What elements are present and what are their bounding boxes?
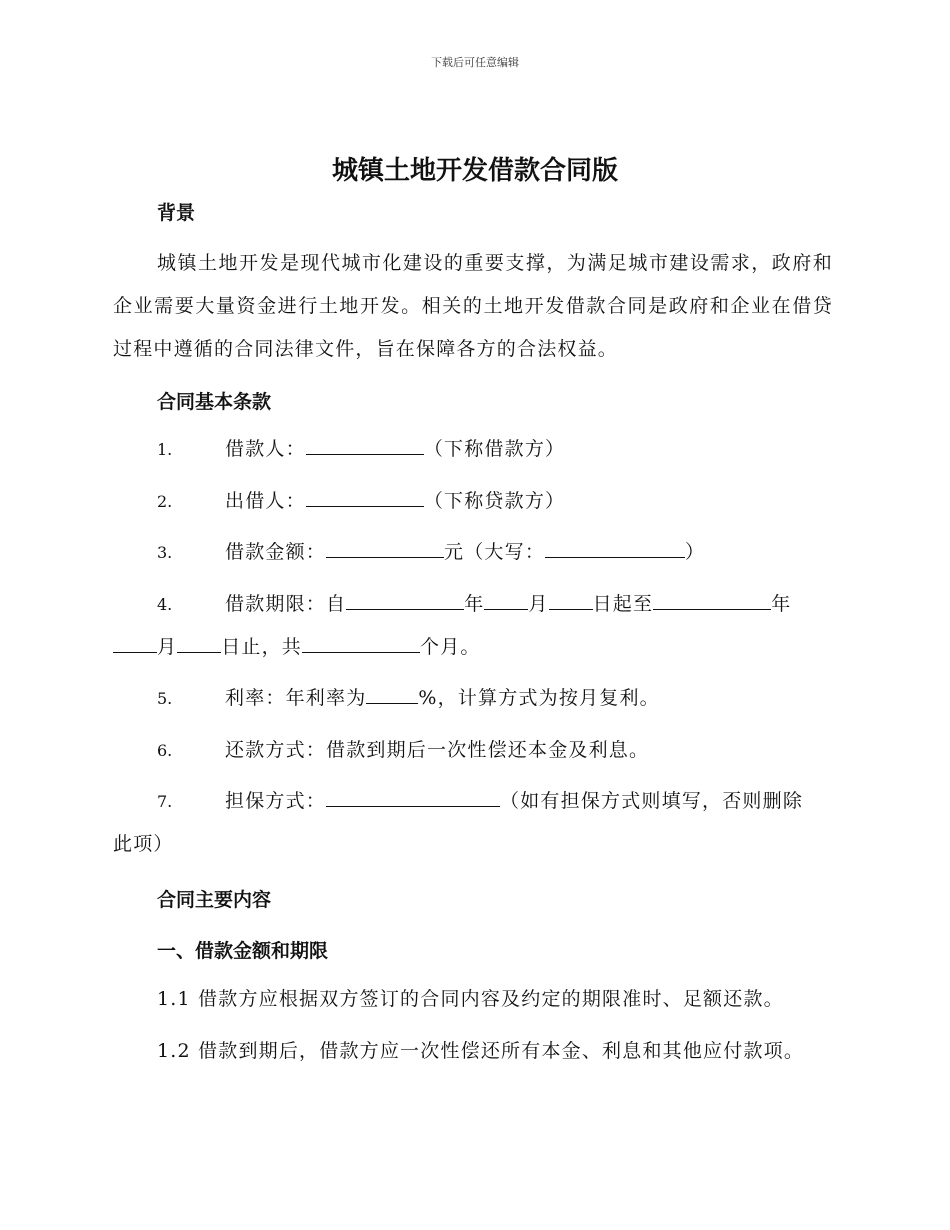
period-year-1: 年 — [464, 593, 485, 615]
period-day-2: 日止，共 — [221, 636, 303, 658]
term-number: 5. — [157, 689, 173, 708]
term-number: 1. — [157, 440, 173, 459]
months-total-blank[interactable] — [302, 636, 420, 653]
document-title: 城镇土地开发借款合同版 — [331, 156, 618, 186]
term-suffix: %，计算方式为按月复利。 — [418, 687, 660, 709]
guarantee-blank[interactable] — [326, 790, 500, 807]
term-label: 借款人： — [225, 438, 306, 460]
start-month-blank[interactable] — [484, 593, 528, 610]
term-item-repayment — [113, 729, 833, 772]
term-number: 2. — [157, 492, 173, 511]
term-label: 借款期限：自 — [225, 593, 347, 615]
term-item-guarantee — [113, 780, 833, 823]
term-label: 利率：年利率为 — [225, 687, 367, 709]
term-suffix: （如有担保方式则填写，否则删除 — [500, 790, 804, 812]
main-content-heading: 合同主要内容 — [157, 889, 272, 911]
term-continuation: 此项） — [113, 833, 174, 855]
term-item-period — [113, 583, 833, 626]
amount-blank[interactable] — [326, 541, 444, 558]
term-number: 4. — [157, 595, 173, 614]
term-mid: 元（大写： — [444, 541, 546, 563]
term-item-interest — [113, 677, 833, 720]
start-year-blank[interactable] — [346, 593, 464, 610]
amount-words-blank[interactable] — [545, 541, 685, 558]
period-day-1: 日起至 — [592, 593, 654, 615]
term-number: 7. — [157, 792, 173, 811]
basic-terms-heading: 合同基本条款 — [157, 391, 272, 413]
background-paragraph: 城镇土地开发是现代城市化建设的重要支撑，为满足城市建设需求，政府和企业需要大量资金进行土地开发。相关的土地开发借款合同是政府和企业在借贷过程中遵循的合同法律文件，旨在保障各方的合法权益。 — [113, 252, 833, 360]
period-year-2: 年 — [771, 593, 792, 615]
interest-rate-blank[interactable] — [366, 687, 418, 704]
term-item-guarantee-continued — [113, 823, 833, 866]
page-header-note: 下载后可任意编辑 — [431, 56, 519, 69]
start-day-blank[interactable] — [549, 593, 593, 610]
lender-blank[interactable] — [306, 490, 424, 507]
term-item-borrower — [113, 428, 833, 471]
term-item-lender — [113, 480, 833, 523]
borrower-blank[interactable] — [306, 438, 424, 455]
term-label: 借款金额： — [225, 541, 327, 563]
term-suffix: （下称贷款方） — [423, 490, 566, 512]
term-item-amount — [113, 531, 833, 574]
end-day-blank[interactable] — [177, 636, 221, 653]
term-item-period-continued — [113, 626, 833, 669]
section1-heading: 一、借款金额和期限 — [157, 940, 329, 962]
clause-1-1: 1.1 借款方应根据双方签订的合同内容及约定的期限准时、足额还款。 — [157, 988, 784, 1010]
term-suffix: ） — [685, 541, 706, 563]
term-number: 6. — [157, 741, 173, 760]
term-label: 担保方式： — [225, 790, 327, 812]
period-month-1: 月 — [528, 593, 549, 615]
period-month-2: 月 — [157, 636, 178, 658]
background-heading: 背景 — [157, 202, 196, 224]
end-month-blank[interactable] — [113, 636, 157, 653]
term-label: 出借人： — [225, 490, 306, 512]
term-suffix: （下称借款方） — [423, 438, 566, 460]
term-number: 3. — [157, 543, 173, 562]
term-label: 还款方式：借款到期后一次性偿还本金及利息。 — [225, 739, 650, 761]
end-year-blank[interactable] — [653, 593, 771, 610]
period-months: 个月。 — [420, 636, 481, 658]
clause-1-2: 1.2 借款到期后，借款方应一次性偿还所有本金、利息和其他应付款项。 — [157, 1040, 805, 1062]
